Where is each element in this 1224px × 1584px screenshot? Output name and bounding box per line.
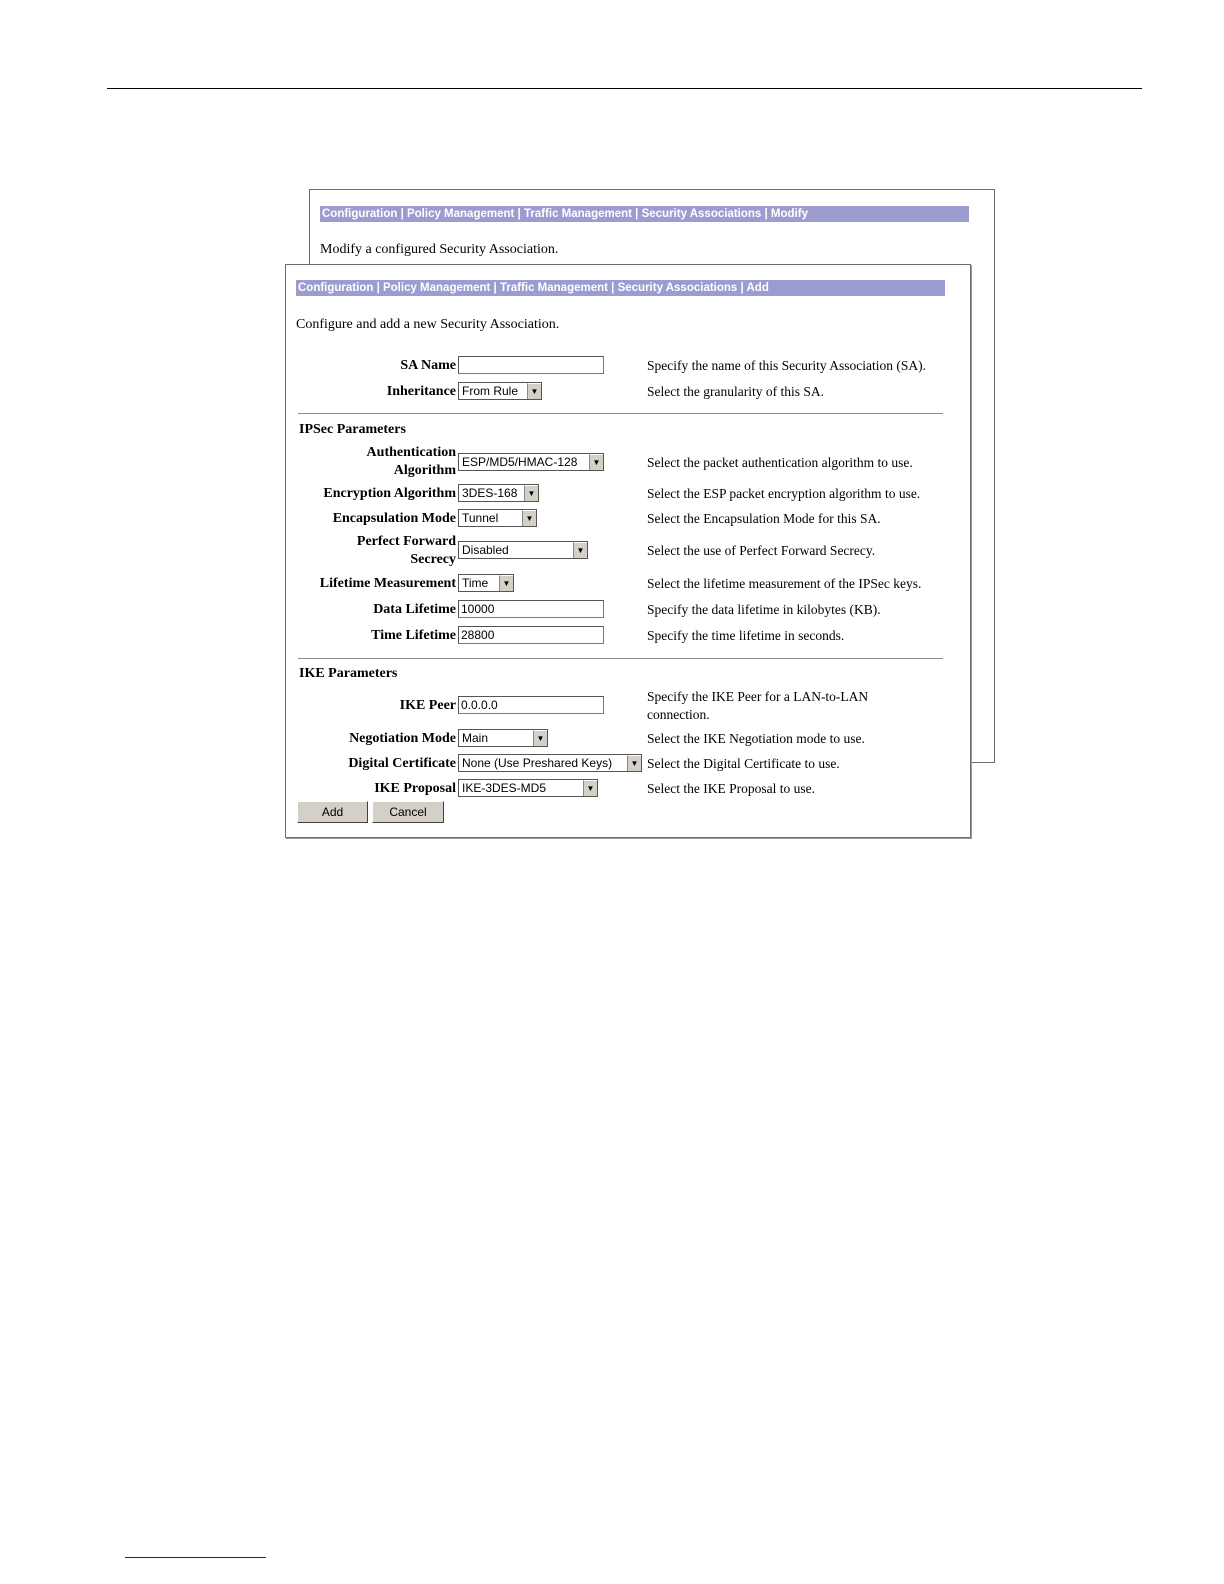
add-button[interactable]: Add [297, 801, 368, 823]
sa-name-hint: Specify the name of this Security Association (SA). [647, 358, 926, 373]
encryption-select[interactable] [458, 484, 539, 502]
section-divider [298, 413, 943, 414]
ike-section-title: IKE Parameters [299, 666, 398, 681]
negotiation-mode-value: Main [462, 731, 489, 745]
authentication-hint: Select the packet authentication algorithm to use. [647, 455, 913, 470]
ike-proposal-select[interactable] [458, 779, 598, 797]
pfs-label: Perfect Forward Secrecy [356, 534, 456, 567]
page-description: Configure and add a new Security Association. [296, 317, 560, 332]
authentication-select[interactable] [458, 453, 604, 471]
dropdown-arrow-icon[interactable]: ▼ [527, 383, 541, 399]
page-description: Modify a configured Security Association. [320, 242, 559, 257]
lifetime-measurement-hint: Select the lifetime measurement of the IPSec keys. [647, 576, 922, 591]
dropdown-arrow-icon[interactable]: ▼ [499, 575, 513, 591]
breadcrumb-policy-management[interactable]: Policy Management [406, 208, 515, 220]
breadcrumb-traffic-management[interactable]: Traffic Management [523, 208, 632, 220]
dropdown-arrow-icon[interactable]: ▼ [522, 510, 536, 526]
ike-peer-hint: Specify the IKE Peer for a LAN-to-LAN connection. [647, 689, 869, 722]
lifetime-measurement-label: Lifetime Measurement [319, 576, 456, 591]
breadcrumb-separator: | [761, 208, 771, 220]
encryption-label: Encryption Algorithm [323, 486, 456, 501]
time-lifetime-input[interactable]: 28800 [458, 626, 604, 644]
negotiation-mode-label: Negotiation Mode [349, 731, 456, 746]
ike-peer-label: IKE Peer [399, 698, 456, 713]
digital-certificate-hint: Select the Digital Certificate to use. [647, 756, 840, 771]
cancel-button[interactable]: Cancel [372, 801, 444, 823]
digital-certificate-label: Digital Certificate [348, 756, 456, 771]
add-sa-panel [285, 264, 971, 838]
breadcrumb-modify[interactable]: Modify [770, 208, 808, 220]
breadcrumb-traffic-management[interactable]: Traffic Management [499, 282, 608, 294]
authentication-label: Authentication Algorithm [366, 445, 456, 478]
encryption-value: 3DES-168 [462, 486, 518, 500]
digital-certificate-select[interactable] [458, 754, 642, 772]
ike-proposal-label: IKE Proposal [374, 781, 456, 796]
breadcrumb-separator: | [607, 282, 618, 294]
encapsulation-select[interactable] [458, 509, 537, 527]
lifetime-measurement-value: Time [462, 576, 489, 590]
ipsec-section-title: IPSec Parameters [299, 422, 406, 437]
section-divider [298, 658, 943, 659]
dropdown-arrow-icon[interactable]: ▼ [524, 485, 538, 501]
breadcrumb [296, 280, 945, 296]
inheritance-hint: Select the granularity of this SA. [647, 384, 824, 399]
ike-proposal-value: IKE-3DES-MD5 [462, 781, 547, 795]
breadcrumb-separator: | [490, 282, 500, 294]
time-lifetime-hint: Specify the time lifetime in seconds. [647, 628, 845, 643]
breadcrumb-security-associations[interactable]: Security Associations [617, 282, 738, 294]
inheritance-label: Inheritance [386, 384, 456, 399]
negotiation-mode-select[interactable] [458, 729, 548, 747]
breadcrumb-security-associations[interactable]: Security Associations [641, 208, 762, 220]
lifetime-measurement-select[interactable] [458, 574, 514, 592]
inheritance-value: From Rule [462, 384, 519, 398]
breadcrumb [320, 206, 969, 222]
encapsulation-hint: Select the Encapsulation Mode for this SA. [647, 511, 881, 526]
encapsulation-value: Tunnel [462, 511, 499, 525]
sa-name-input[interactable] [458, 356, 604, 374]
data-lifetime-hint: Specify the data lifetime in kilobytes (KB). [647, 602, 881, 617]
breadcrumb-separator: | [373, 282, 383, 294]
breadcrumb-configuration[interactable]: Configuration [322, 208, 398, 220]
ike-peer-input[interactable]: 0.0.0.0 [458, 696, 604, 714]
dropdown-arrow-icon[interactable]: ▼ [573, 542, 587, 558]
data-lifetime-label: Data Lifetime [373, 602, 456, 617]
breadcrumb-add[interactable]: Add [746, 282, 769, 294]
breadcrumb-separator: | [514, 208, 524, 220]
encryption-hint: Select the ESP packet encryption algorithm to use. [647, 486, 921, 501]
sa-name-label: SA Name [400, 358, 456, 373]
dropdown-arrow-icon[interactable]: ▼ [589, 454, 603, 470]
breadcrumb-separator: | [631, 208, 642, 220]
pfs-value: Disabled [462, 543, 509, 557]
digital-certificate-value: None (Use Preshared Keys) [462, 756, 613, 770]
dropdown-arrow-icon[interactable]: ▼ [583, 780, 597, 796]
breadcrumb-configuration[interactable]: Configuration [298, 282, 374, 294]
encapsulation-label: Encapsulation Mode [332, 511, 456, 526]
footer-link-underline [125, 1557, 266, 1558]
negotiation-mode-hint: Select the IKE Negotiation mode to use. [647, 731, 865, 746]
page-header-rule [107, 88, 1142, 89]
data-lifetime-input[interactable]: 10000 [458, 600, 604, 618]
breadcrumb-separator: | [737, 282, 747, 294]
breadcrumb-separator: | [397, 208, 407, 220]
authentication-value: ESP/MD5/HMAC-128 [462, 455, 578, 469]
dropdown-arrow-icon[interactable]: ▼ [533, 730, 547, 746]
pfs-hint: Select the use of Perfect Forward Secrecy. [647, 543, 876, 558]
breadcrumb-policy-management[interactable]: Policy Management [382, 282, 491, 294]
inheritance-select[interactable] [458, 382, 542, 400]
time-lifetime-label: Time Lifetime [371, 628, 456, 643]
ike-proposal-hint: Select the IKE Proposal to use. [647, 781, 815, 796]
pfs-select[interactable] [458, 541, 588, 559]
dropdown-arrow-icon[interactable]: ▼ [627, 755, 641, 771]
